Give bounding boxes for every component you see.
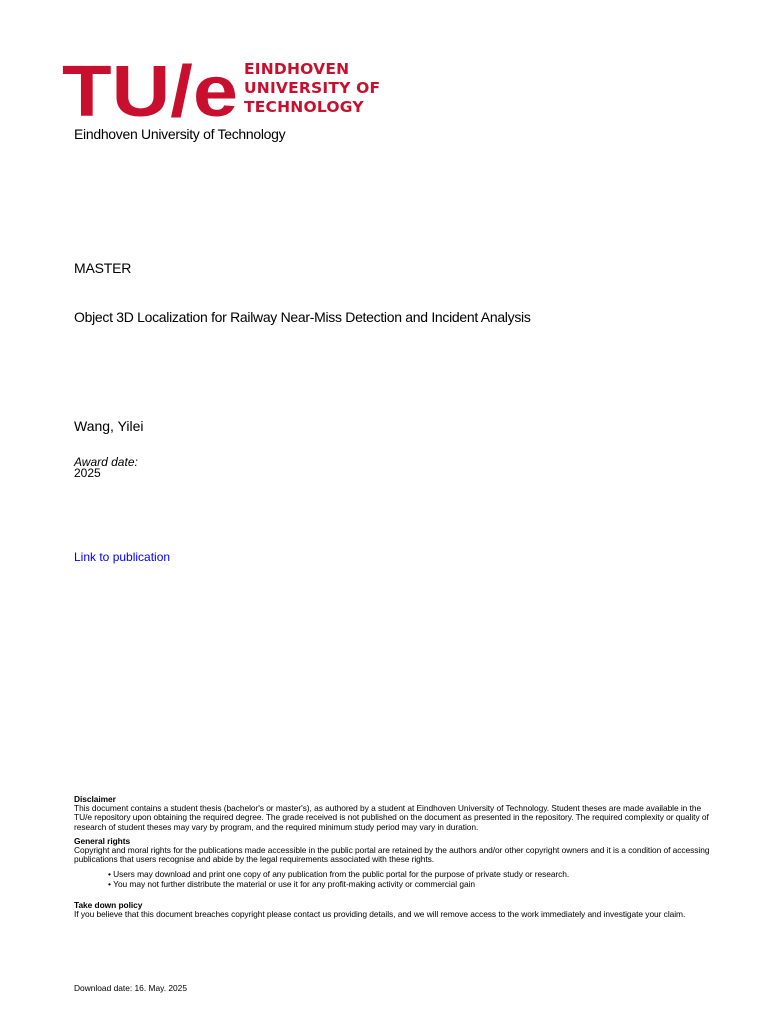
logo-word-line-1: EINDHOVEN	[244, 60, 350, 78]
publication-link[interactable]: Link to publication	[74, 550, 171, 564]
general-rights-list	[74, 870, 720, 888]
institution-name: Eindhoven University of Technology	[74, 126, 286, 142]
legal-notice	[74, 795, 720, 924]
disclaimer-heading: Disclaimer	[74, 794, 116, 804]
tue-logo-mark-text: TU/e	[62, 58, 238, 122]
tue-logo-mark	[62, 58, 242, 122]
take-down-heading: Take down policy	[74, 899, 143, 910]
tue-logo-wordmark	[244, 60, 380, 117]
disclaimer-text: This document contains a student thesis (bachelor's or master's), as authored by a student at Eindhoven University of Technology. Student theses are made available in the TU/e repository upon obtaining the required degree. The grade received is not published on the document as presented in the repository. The required complexity or quality of research of student theses may vary by program, and the required minimum study period may vary in duration.	[74, 803, 709, 832]
take-down-text: If you believe that this document breaches copyright please contact us providing details, and we will remove access to the work immediately and investigate your claim.	[74, 909, 686, 920]
general-rights-bullet: • Users may download and print one copy of any publication from the public portal for the purpose of private study or research.	[108, 870, 720, 879]
award-date-value: 2025	[74, 466, 101, 480]
general-rights-heading: General rights	[74, 835, 131, 846]
logo-word-line-3: TECHNOLOGY	[244, 98, 364, 116]
logo-word-line-2: UNIVERSITY OF	[244, 79, 381, 97]
download-date: Download date: 16. May. 2025	[74, 983, 187, 993]
general-rights-bullet: • You may not further distribute the material or use it for any profit-making activity or commercial gain	[108, 880, 720, 889]
document-type: MASTER	[74, 260, 132, 276]
award-date-label: Award date:	[74, 455, 138, 469]
author-name: Wang, Yilei	[74, 418, 144, 434]
general-rights-text: Copyright and moral rights for the publications made accessible in the public portal are retained by the authors and/or other copyright owners and it is a condition of accessing publications that users recognise and abide by the legal requirements associated with these rights.	[74, 845, 710, 865]
thesis-title: Object 3D Localization for Railway Near-Miss Detection and Incident Analysis	[74, 309, 531, 325]
tue-logo	[62, 58, 392, 122]
